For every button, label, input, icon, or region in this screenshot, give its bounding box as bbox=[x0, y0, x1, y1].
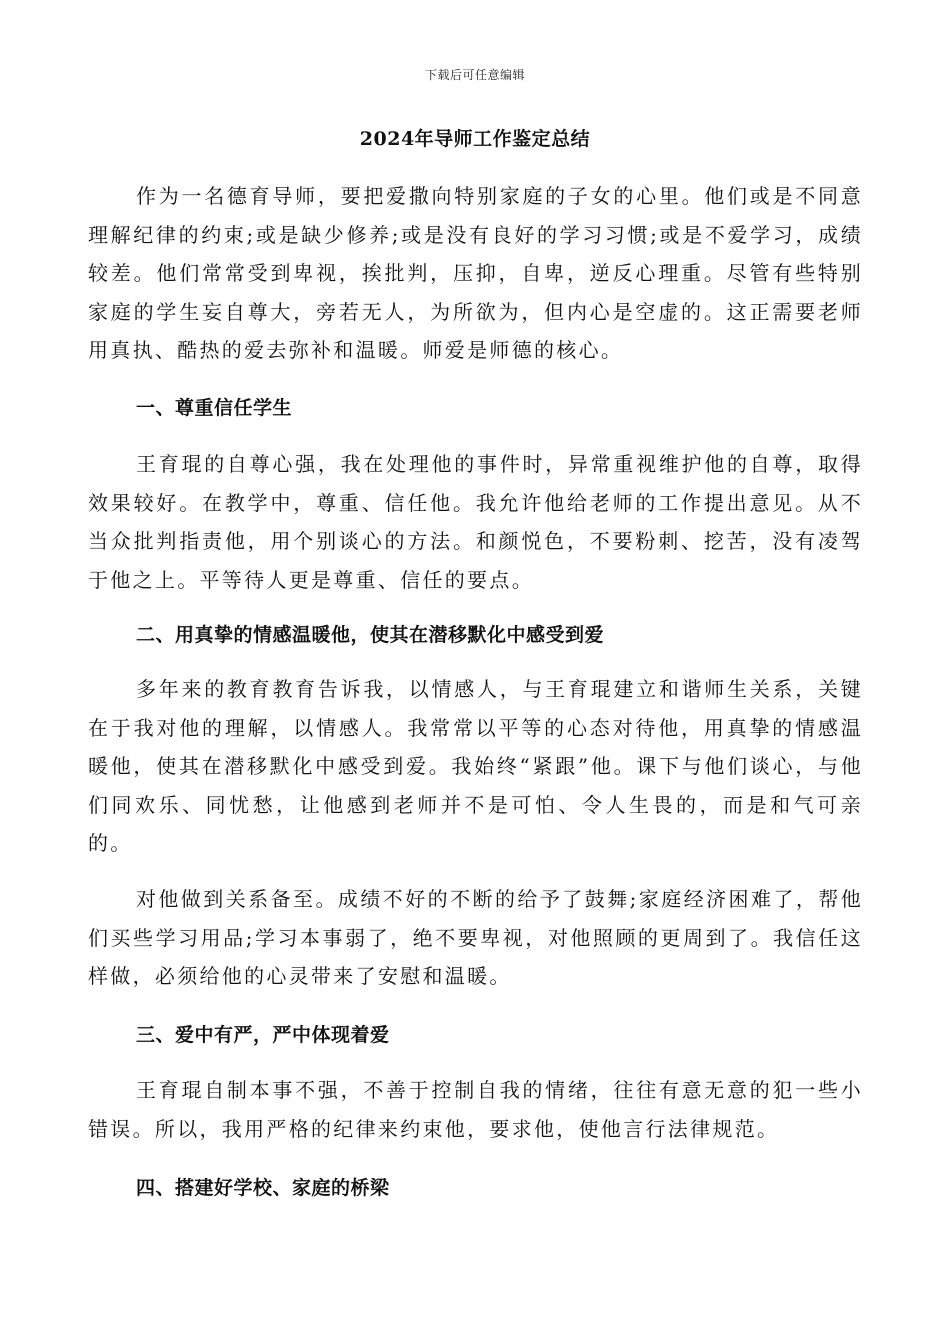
intro-paragraph: 作为一名德育导师，要把爱撒向特别家庭的子女的心里。他们或是不同意理解纪律的约束;或是缺少修养;或是没有良好的学习习惯;或是不爱学习，成绩较差。他们常常受到卑视，挨批判，压抑，自卑，逆反心理重。尽管有些特别家庭的学生妄自尊大，旁若无人，为所欲为，但内心是空虚的。这正需要老师用真执、酷热的爱去弥补和温暖。师爱是师德的核心。 bbox=[88, 184, 863, 362]
section-2-paragraph-1: 多年来的教育教育告诉我，以情感人，与王育琨建立和谐师生关系，关键在于我对他的理解，以情感人。我常常以平等的心态对待他，用真挚的情感温暖他，使其在潜移默化中感受到爱。我始终“紧跟”他。课下与他们谈心，与他们同欢乐、同忧愁，让他感到老师并不是可怕、令人生畏的，而是和气可亲的。 bbox=[88, 677, 863, 855]
section-2-paragraph-2: 对他做到关系备至。成绩不好的不断的给予了鼓舞;家庭经济困难了，帮他们买些学习用品;学习本事弱了，绝不要卑视，对他照顾的更周到了。我信任这样做，必须给他的心灵带来了安慰和温暖。 bbox=[88, 887, 863, 988]
section-1-paragraph-1: 王育琨的自尊心强，我在处理他的事件时，异常重视维护他的自尊，取得效果较好。在教学中，尊重、信任他。我允许他给老师的工作提出意见。从不当众批判指责他，用个别谈心的方法。和颜悦色，不要粉刺、挖苦，没有凌驾于他之上。平等待人更是尊重、信任的要点。 bbox=[88, 452, 863, 592]
section-3-paragraph-1: 王育琨自制本事不强，不善于控制自我的情绪，往往有意无意的犯一些小错误。所以，我用严格的纪律来约束他，要求他，使他言行法律规范。 bbox=[88, 1078, 863, 1141]
document-title: 2024年导师工作鉴定总结 bbox=[359, 128, 591, 150]
section-3-heading: 三、爱中有严，严中体现着爱 bbox=[136, 1024, 390, 1046]
header-note: 下载后可任意编辑 bbox=[424, 68, 525, 82]
section-2-heading: 二、用真挚的情感温暖他，使其在潜移默化中感受到爱 bbox=[136, 624, 605, 646]
section-4-heading: 四、搭建好学校、家庭的桥梁 bbox=[136, 1177, 390, 1199]
section-1-heading: 一、尊重信任学生 bbox=[136, 397, 293, 419]
